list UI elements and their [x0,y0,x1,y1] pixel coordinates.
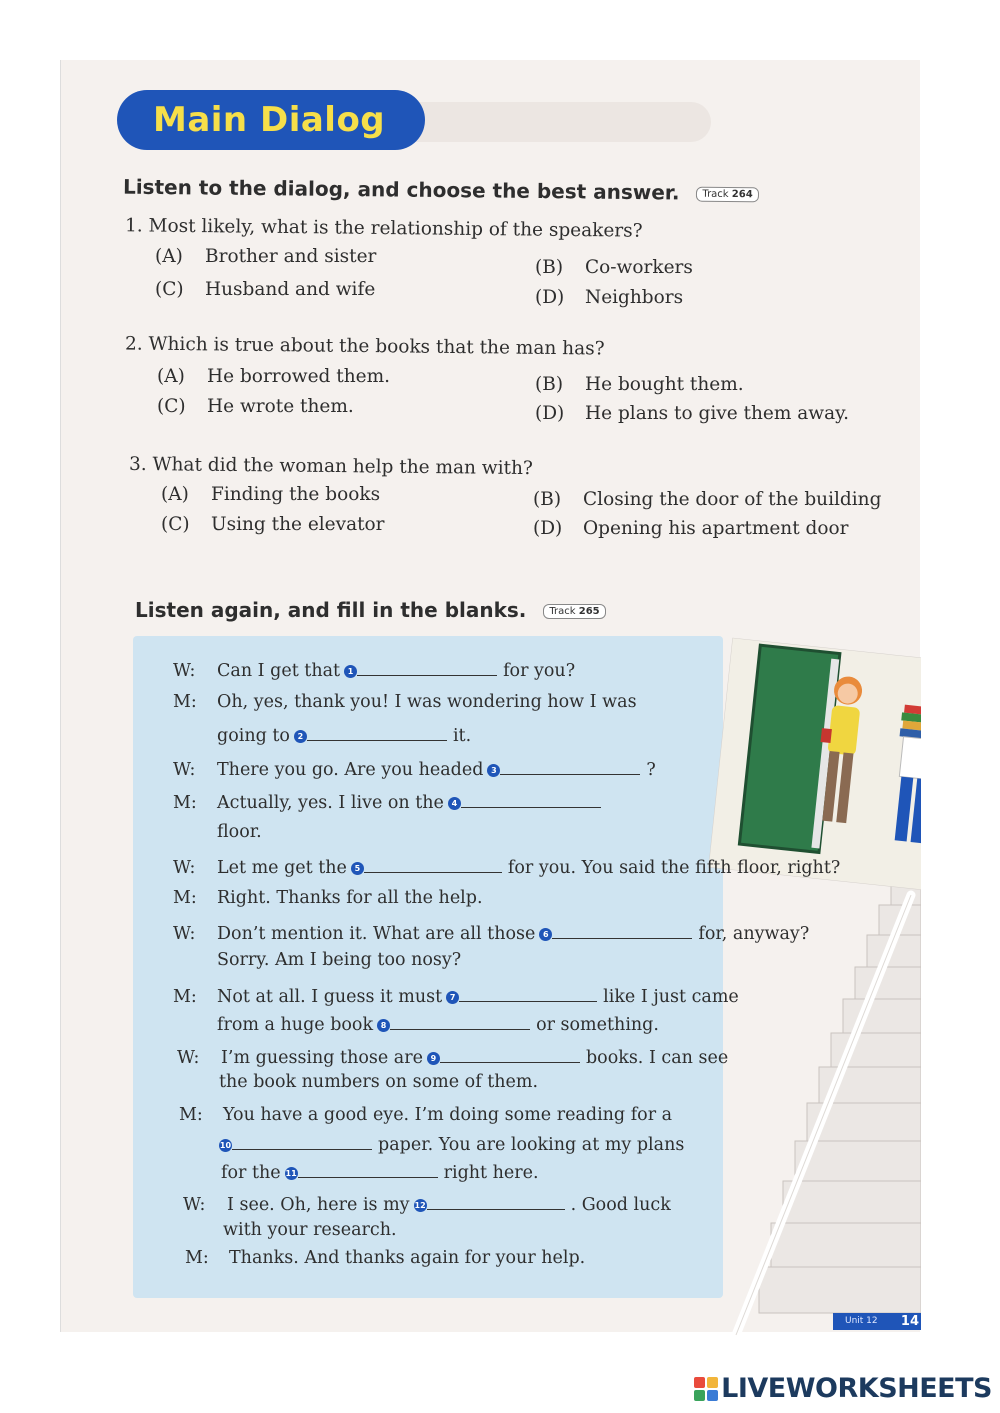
blank-number-badge: 7 [446,991,459,1004]
blank-number-badge: 11 [285,1169,297,1178]
section-title-pill [117,90,425,150]
instruction-choose: Listen to the dialog, and choose the best answer. Track 264 [123,175,759,206]
stairs-illustration [661,575,921,1355]
blank-number-badge: 1 [344,665,357,678]
q2-option-d[interactable]: (D) He plans to give them away. [535,403,850,424]
blank-input-3[interactable] [500,757,640,775]
dialog-line-3: going to 2 it. [217,723,471,746]
dialog-line-17: for the 11 right here. [221,1160,539,1183]
question-3: 3. What did the woman help the man with? [128,453,533,480]
blank-number-badge: 9 [427,1052,440,1065]
blank-number-badge: 8 [377,1019,390,1032]
liveworksheets-logo [694,1373,992,1404]
section-title: Main Dialog [153,100,386,140]
instruction-fill: Listen again, and fill in the blanks. Track 265 [135,598,606,622]
brand-name: LIVEWORKSHEETS [721,1373,992,1404]
dialog-line-19: with your research. [223,1220,397,1240]
question-1: 1. Most likely, what is the relationship of the speakers? [124,215,643,242]
blank-input-8[interactable] [390,1012,530,1030]
blank-input-9[interactable] [440,1045,580,1063]
dialog-line-2: M: Oh, yes, thank you! I was wondering how I was [173,692,637,712]
blank-number-badge: 12 [414,1201,426,1210]
q1-option-d[interactable]: (D) Neighbors [535,287,684,308]
blank-number-badge: 2 [294,730,307,743]
textbook-page [60,60,920,1332]
dialog-line-15: M: You have a good eye. I’m doing some reading for a [179,1105,673,1125]
question-2: 2. Which is true about the books that the man has? [124,333,605,360]
q3-option-a[interactable]: (A) Finding the books [161,484,381,505]
dialog-line-11: M: Not at all. I guess it must 7 like I just came [173,984,739,1007]
q2-option-c[interactable]: (C) He wrote them. [157,396,354,417]
q2-option-b[interactable]: (B) He bought them. [535,374,744,395]
q3-option-d[interactable]: (D) Opening his apartment door [533,518,849,539]
dialog-line-20: M: Thanks. And thanks again for your help. [185,1248,586,1268]
dialog-line-4: W: There you go. Are you headed 3 ? [173,757,656,780]
blank-number-badge: 6 [539,928,552,941]
dialog-line-5: M: Actually, yes. I live on the 4 [173,790,607,813]
dialog-line-16: 10 paper. You are looking at my plans [219,1132,684,1155]
q1-option-b[interactable]: (B) Co-workers [535,257,693,278]
blank-number-badge: 4 [448,797,461,810]
blank-input-12[interactable] [427,1192,565,1210]
dialog-line-1: W: Can I get that 1 for you? [173,658,575,681]
dialog-line-18: W: I see. Oh, here is my 12 . Good luck [183,1192,671,1215]
dialog-line-10: Sorry. Am I being too nosy? [217,950,462,970]
blank-input-10[interactable] [232,1132,372,1150]
blank-input-2[interactable] [307,723,447,741]
dialog-line-7: W: Let me get the 5 for you. You said the fifth floor, right? [173,855,840,878]
dialog-line-6: floor. [217,822,262,842]
blank-input-11[interactable] [298,1160,438,1178]
dialog-line-8: M: Right. Thanks for all the help. [173,888,483,908]
blank-input-6[interactable] [552,921,692,939]
brand-logo-icon [694,1377,718,1401]
blank-input-1[interactable] [357,658,497,676]
blank-number-badge: 10 [219,1141,232,1150]
page-number: 14 [900,1314,919,1329]
q1-option-c[interactable]: (C) Husband and wife [155,279,376,300]
q3-option-b[interactable]: (B) Closing the door of the building [533,489,882,510]
blank-input-7[interactable] [459,984,597,1002]
blank-input-5[interactable] [364,855,502,873]
q2-option-a[interactable]: (A) He borrowed them. [157,366,390,387]
dialog-line-12: from a huge book 8 or something. [217,1012,659,1035]
blank-number-badge: 3 [487,764,500,777]
track-badge-264: Track 264 [696,187,758,203]
track-badge-265: Track 265 [543,604,605,619]
blank-number-badge: 5 [351,862,364,875]
q1-option-a[interactable]: (A) Brother and sister [155,246,377,267]
dialog-line-14: the book numbers on some of them. [219,1072,539,1092]
q3-option-c[interactable]: (C) Using the elevator [161,514,385,535]
page-footer: Unit 12 14 [833,1313,921,1330]
dialog-line-9: W: Don’t mention it. What are all those 6 for, anyway? [173,921,809,944]
dialog-line-13: W: I’m guessing those are 9 books. I can see [177,1045,728,1068]
blank-input-4[interactable] [461,790,601,808]
